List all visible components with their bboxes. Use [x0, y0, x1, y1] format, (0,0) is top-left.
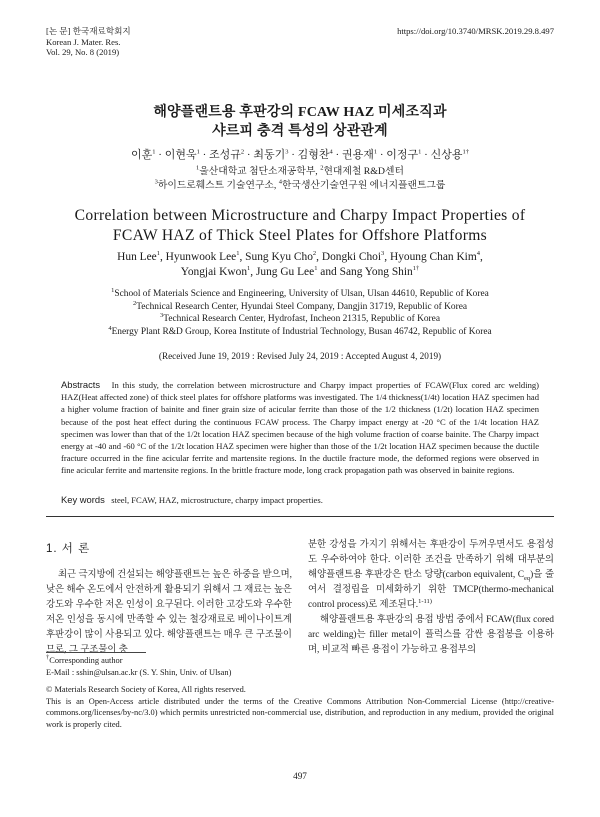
- author-en: Dongki Choi: [321, 251, 382, 263]
- author-sep: ·: [288, 149, 298, 161]
- author-sep: ·: [332, 149, 342, 161]
- affiliation-en: [0, 313, 600, 326]
- title-english-line1: Correlation between Microstructure and Charpy Impact Properties of: [74, 207, 526, 224]
- author-en: Hyoung Chan Kim: [390, 251, 477, 263]
- author-sep: ·: [421, 149, 431, 161]
- author-kr-sup: 1: [152, 148, 156, 156]
- body-text: )을 줄여서 결정립을 미세화하기 위한 TMCP(thermo-mechanical control process)로 제조된다.: [308, 570, 554, 610]
- author-kr-sup: 1: [418, 148, 422, 156]
- aff-num: 4: [278, 178, 283, 186]
- affiliations-korean: [0, 165, 600, 193]
- section-heading-introduction: 1. 서 론: [46, 543, 91, 555]
- author-en-sup: 1: [314, 265, 318, 273]
- aff-num: 3: [154, 178, 158, 186]
- author-kr: 이훈: [131, 149, 153, 161]
- author-en-sup: 4: [476, 250, 480, 258]
- footnote: [46, 655, 231, 678]
- affiliations-english: [0, 288, 600, 338]
- copyright-line: © Materials Research Society of Korea, All rights reserved.: [46, 685, 246, 694]
- author-kr: 신상용: [430, 149, 463, 161]
- footnote-corresponding: [46, 655, 231, 667]
- keywords-label: Key words: [61, 494, 105, 505]
- aff-text: 울산대학교 첨단소재공학부,: [199, 166, 321, 177]
- author-en-sup: 1: [236, 250, 240, 258]
- keywords: [61, 494, 323, 505]
- author-kr-sup: 4: [329, 148, 333, 156]
- page-number: 497: [293, 771, 307, 781]
- affiliation-kr-line1: [0, 165, 600, 179]
- title-english-line2: FCAW HAZ of Thick Steel Plates for Offshore Platforms: [112, 227, 488, 244]
- author-en: Jung Gu Lee: [255, 266, 315, 278]
- aff-text: Energy Plant R&D Group, Korea Institute of Industrial Technology, Busan 46742, Republic of Korea: [111, 326, 492, 337]
- author-sep: ·: [155, 149, 165, 161]
- aff-text: 한국생산기술연구원 에너지플랜트그룹: [282, 180, 446, 191]
- author-en: Sung Kyu Cho: [245, 251, 313, 263]
- body-right-column: [308, 538, 554, 658]
- dagger-mark: †: [46, 654, 50, 662]
- author-en: Hyunwook Lee: [165, 251, 237, 263]
- copyright-notice: [46, 684, 554, 730]
- authors-english-line2: Yongjai Kwon$^1$, Jung Gu Lee$^1$ and Sang Yong Shin$^{1\dagger}$: [180, 265, 420, 278]
- author-en: Yongjai Kwon: [180, 266, 248, 278]
- footnote-rule: [46, 652, 146, 653]
- keywords-text: steel, FCAW, HAZ, microstructure, charpy impact properties.: [111, 495, 323, 505]
- author-en-sup: 1: [247, 265, 251, 273]
- body-paragraph: 해양플랜트용 후판강의 용접 방법 중에서 FCAW(flux cored arc welding)는 filler metal이 플럭스를 감싼 용접봉을 이용하며, 비교적 빠른 용접이 가능하고 용접부의: [308, 615, 554, 655]
- aff-text: Technical Research Center, Hyundai Steel Company, Dangjin 31719, Republic of Korea: [136, 301, 468, 312]
- aff-num: 2: [320, 164, 324, 172]
- title-korean-line2: 샤르피 충격 특성의 상관관계: [212, 124, 388, 139]
- author-kr: 이정구: [386, 149, 419, 161]
- journal-name-kr: [논 문] 한국재료학회지: [46, 26, 131, 36]
- author-sep: ·: [199, 149, 210, 161]
- author-kr: 이현욱: [164, 149, 197, 161]
- title-korean: [0, 103, 600, 141]
- title-english: [0, 206, 600, 246]
- affiliation-en: [0, 288, 600, 301]
- authors-english-line1: Hun Lee$^1$, Hyunwook Lee$^1$, Sung Kyu Cho$^2$, Dongki Choi$^3$, Hyoung Chan Kim$^4$,: [117, 250, 483, 263]
- body-text: 분한 강성을 가지기 위해서는 후판강이 두꺼우면서도 용접성도 우수하여야 한다. 이러한 조건을 만족하기 위해 대부분의 해양플랜트용 후판강은 탄소 당량(carbon equivalent, C: [308, 540, 554, 580]
- aff-num: 3: [160, 311, 164, 319]
- section-divider: [46, 516, 554, 517]
- author-en-sup: 1†: [412, 265, 420, 273]
- author-kr: 권용재: [341, 149, 374, 161]
- abstract: [61, 379, 539, 477]
- journal-volume: Vol. 29, No. 8 (2019): [46, 47, 120, 57]
- aff-text: School of Materials Science and Engineering, University of Ulsan, Ulsan 44610, Republic of Korea: [114, 289, 489, 299]
- footnote-email[interactable]: E-Mail : sshin@ulsan.ac.kr (S. Y. Shin, Univ. of Ulsan): [46, 667, 232, 677]
- author-en-sup: 2: [312, 250, 317, 258]
- received-dates: (Received June 19, 2019 : Revised July 24, 2019 : Accepted August 4, 2019): [158, 351, 442, 361]
- body-left-column: 최근 극지방에 건설되는 해양플랜트는 높은 하중을 받으며, 낮은 해수 온도에서 안전하게 활용되기 위해서 그 재료는 높은 강도와 우수한 저온 인성이 요구된다. 이러한 고강도와 우수한 저온 인성을 동시에 만족할 수 있는 철강재료로 베이나이트계 후판강이 많이 사용되고 있다. 해양플랜트는 매우 큰 구조물이므로, 그 구조물이 충: [46, 570, 292, 655]
- affiliation-en: [0, 301, 600, 314]
- author-kr: 최동기: [253, 149, 286, 161]
- aff-num: 1: [111, 286, 115, 294]
- aff-num: 2: [132, 299, 137, 307]
- author-kr-sup: 1†: [462, 148, 469, 156]
- author-kr-sup: 2: [240, 148, 245, 156]
- abstract-label: Abstracts: [61, 379, 101, 390]
- aff-text: 하이드로훼스트 기술연구소,: [157, 180, 279, 191]
- affiliation-kr-line2: [0, 179, 600, 193]
- affiliation-en: [0, 326, 600, 339]
- doi-link[interactable]: https://doi.org/10.3740/MRSK.2019.29.8.497: [397, 26, 554, 36]
- author-en-sup: 1: [156, 250, 160, 258]
- abstract-text: In this study, the correlation between microstructure and Charpy impact properties of FCAW(Flux cored arc welding) HAZ(Heat affected zone) of thick steel plates for offshore platforms was investigated. The 1/4 thickness(1/4t) location HAZ specimen had a higher volume fraction of bainite and finer grain size of acicular ferrite than those of the 1/2 thickness (1/2t) location HAZ specimen because of the post heat effect during the continuous FCAW process. The Charpy impact energy at -20 °C of the 1/4t location HAZ specimen was lower than that of the 1/2t location HAZ specimen because of the high volume fraction of coarse bainite. The Charpy impact energy at -40 and -60 °C of the 1/2t location HAZ specimen were higher than those of the 1/2t location HAZ specimen because the ductile fracture occurred in the fine acicular ferrite and martensite regions. In the ductile fracture mode, the deformed regions were observed in fine acicular ferrite and martensite regions. In the brittle fracture mode, long crack propagation path was observed in bainite regions.: [61, 380, 539, 476]
- author-kr-sup: 1: [373, 148, 378, 156]
- journal-header: [46, 26, 131, 58]
- aff-text: 현대제철 R&D센터: [323, 166, 404, 177]
- body-paragraph: [308, 538, 554, 613]
- author-kr: 조성규: [209, 149, 241, 161]
- authors-korean: [0, 149, 600, 162]
- author-kr-sup: 3: [285, 148, 289, 156]
- author-en-sup: 3: [381, 250, 385, 258]
- authors-english: [0, 250, 600, 280]
- author-and: and: [320, 266, 337, 278]
- author-sep: ·: [377, 149, 387, 161]
- author-sep: ·: [244, 149, 254, 161]
- author-kr: 김형찬: [297, 149, 330, 161]
- body-subscript: eq: [524, 574, 531, 582]
- title-korean-line1: 해양플랜트용 후판강의 FCAW HAZ 미세조직과: [153, 105, 447, 120]
- aff-num: 1: [196, 164, 200, 172]
- reference-mark[interactable]: 1-11): [418, 597, 432, 605]
- footnote-text: Corresponding author: [49, 656, 123, 665]
- author-en: Sang Yong Shin: [339, 266, 413, 278]
- aff-text: Technical Research Center, Hydrofast, Incheon 21315, Republic of Korea: [163, 314, 440, 324]
- journal-name-en: Korean J. Mater. Res.: [46, 36, 121, 47]
- aff-num: 4: [108, 324, 112, 332]
- author-kr-sup: 1: [196, 148, 200, 156]
- license-text: This is an Open-Access article distributed under the terms of the Creative Commons Attribution Non-Commercial License (http://creative-commons.org/licenses/by-nc/3.0) which permits unrestricted non-commercial use, distribution, and reproduction in any medium, provided the original work is properly cited.: [46, 696, 554, 729]
- author-en: Hun Lee: [117, 251, 157, 263]
